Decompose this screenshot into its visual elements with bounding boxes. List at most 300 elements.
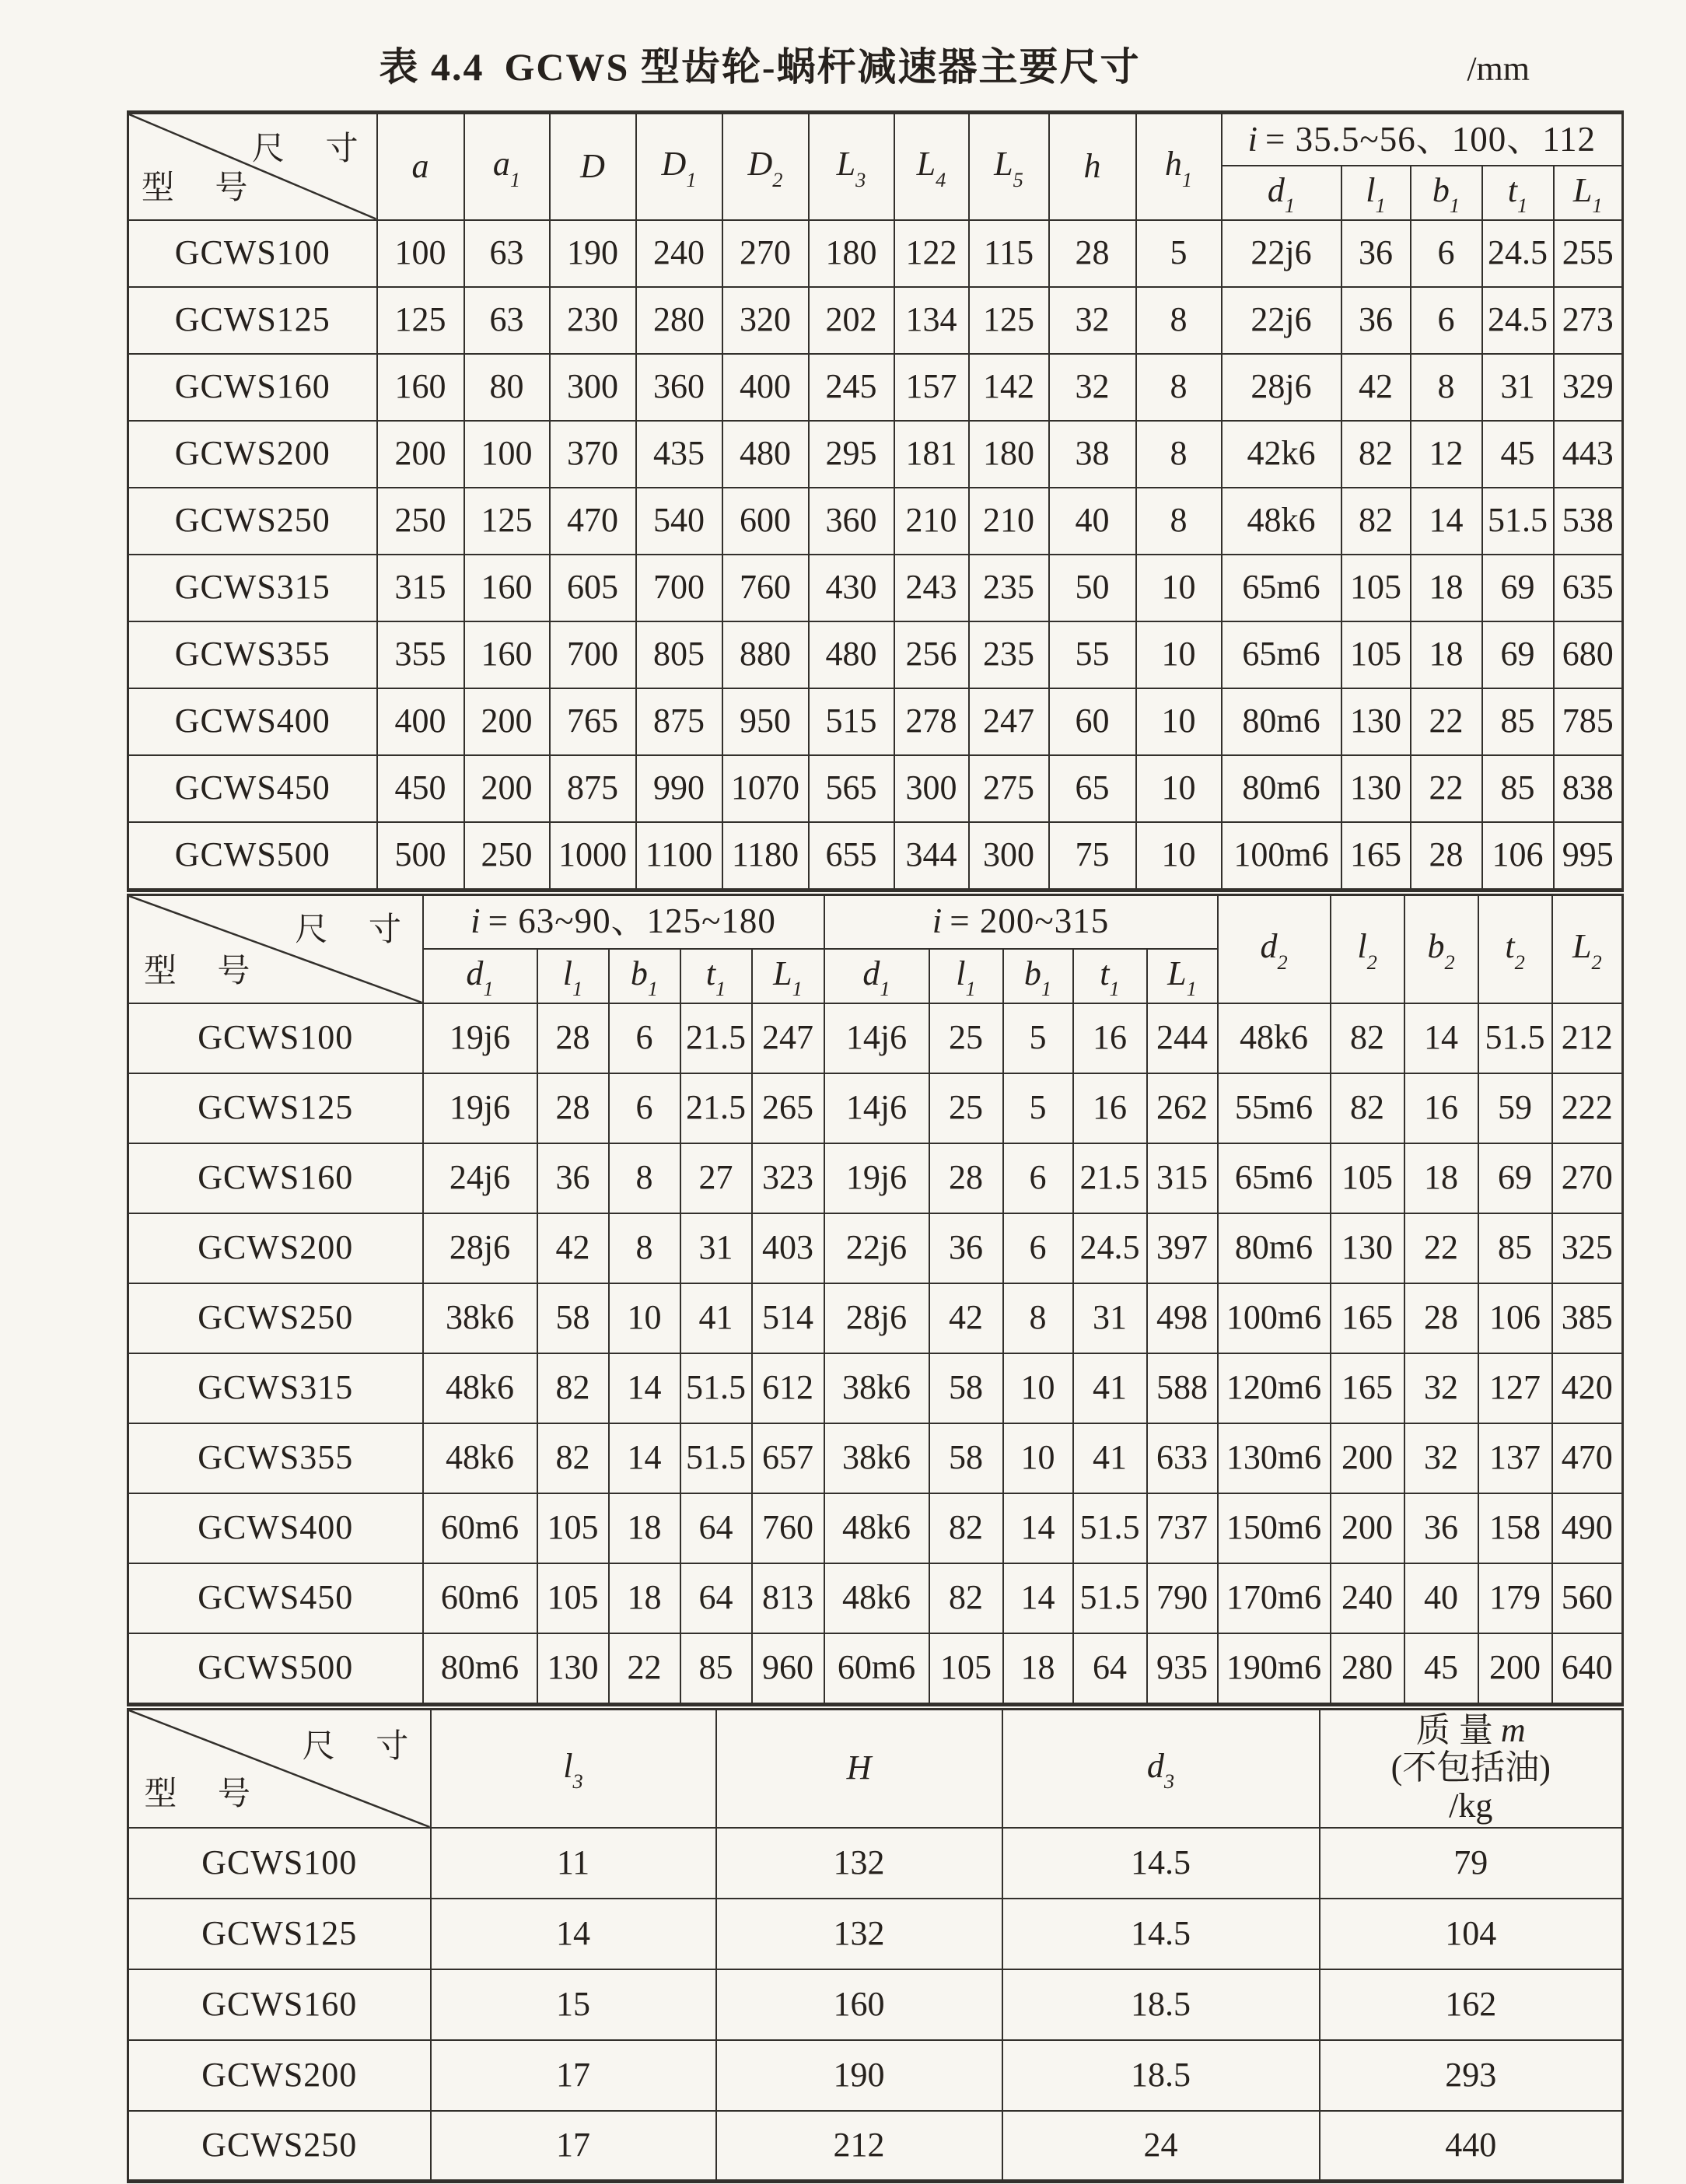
value-cell: 134 xyxy=(894,287,969,354)
column-header: $t_2$ xyxy=(1478,893,1552,1003)
sub-column-header: $t_1$ xyxy=(1073,949,1147,1003)
value-cell: 10 xyxy=(1136,621,1222,688)
value-cell: 515 xyxy=(809,688,894,755)
value-cell: 18 xyxy=(609,1493,680,1563)
value-cell: 470 xyxy=(1552,1423,1623,1493)
dimension-label: 尺 寸 xyxy=(295,912,404,949)
value-cell: 21.5 xyxy=(680,1003,752,1073)
value-cell: 85 xyxy=(1482,688,1554,755)
value-cell: 300 xyxy=(894,755,969,822)
value-cell: 200 xyxy=(464,755,550,822)
value-cell: 838 xyxy=(1554,755,1623,822)
table-row xyxy=(128,1423,1623,1493)
value-cell: 657 xyxy=(752,1423,824,1493)
value-cell: 45 xyxy=(1482,421,1554,488)
value-cell: 210 xyxy=(894,488,969,555)
value-cell: 150m6 xyxy=(1218,1493,1331,1563)
value-cell: 11 xyxy=(431,1828,716,1899)
value-cell: 28 xyxy=(1049,220,1136,287)
value-cell: 270 xyxy=(1552,1143,1623,1213)
value-cell: 65m6 xyxy=(1222,555,1341,621)
value-cell: 355 xyxy=(377,621,464,688)
value-cell: 212 xyxy=(1552,1003,1623,1073)
value-cell: 315 xyxy=(377,555,464,621)
value-cell: 21.5 xyxy=(680,1073,752,1143)
column-header: $l_2$ xyxy=(1331,893,1404,1003)
value-cell: 69 xyxy=(1482,555,1554,621)
value-cell: 5 xyxy=(1003,1073,1073,1143)
model-cell: GCWS160 xyxy=(128,1969,431,2040)
value-cell: 8 xyxy=(1136,421,1222,488)
value-cell: 565 xyxy=(809,755,894,822)
table-row xyxy=(128,755,1623,822)
value-cell: 403 xyxy=(752,1213,824,1283)
model-cell: GCWS315 xyxy=(128,1353,423,1423)
table-row xyxy=(128,1353,1623,1423)
value-cell: 60m6 xyxy=(423,1563,537,1633)
value-cell: 38k6 xyxy=(824,1423,929,1493)
value-cell: 63 xyxy=(464,220,550,287)
value-cell: 105 xyxy=(1331,1143,1404,1213)
dimension-label: 尺 寸 xyxy=(251,131,362,167)
value-cell: 79 xyxy=(1320,1828,1623,1899)
model-cell: GCWS315 xyxy=(128,555,377,621)
table-row xyxy=(128,220,1623,287)
table-row xyxy=(128,1899,1623,1969)
value-cell: 498 xyxy=(1147,1283,1218,1353)
value-cell: 28 xyxy=(1404,1283,1478,1353)
value-cell: 28 xyxy=(929,1143,1003,1213)
table-row xyxy=(128,488,1623,555)
value-cell: 25 xyxy=(929,1003,1003,1073)
value-cell: 14.5 xyxy=(1002,1899,1320,1969)
table-row xyxy=(128,1003,1623,1073)
value-cell: 48k6 xyxy=(824,1563,929,1633)
value-cell: 995 xyxy=(1554,822,1623,889)
column-header: a xyxy=(377,113,464,220)
value-cell: 435 xyxy=(636,421,722,488)
value-cell: 265 xyxy=(752,1073,824,1143)
value-cell: 75 xyxy=(1049,822,1136,889)
table-number: 表 4.4 xyxy=(379,45,484,89)
value-cell: 36 xyxy=(929,1213,1003,1283)
value-cell: 245 xyxy=(809,354,894,421)
value-cell: 250 xyxy=(464,822,550,889)
table-caption-row xyxy=(127,0,1621,110)
value-cell: 588 xyxy=(1147,1353,1218,1423)
value-cell: 106 xyxy=(1478,1283,1552,1353)
value-cell: 165 xyxy=(1331,1353,1404,1423)
value-cell: 235 xyxy=(969,621,1049,688)
value-cell: 250 xyxy=(377,488,464,555)
value-cell: 36 xyxy=(1404,1493,1478,1563)
value-cell: 635 xyxy=(1554,555,1623,621)
value-cell: 80m6 xyxy=(423,1633,537,1703)
value-cell: 18.5 xyxy=(1002,1969,1320,2040)
value-cell: 65 xyxy=(1049,755,1136,822)
value-cell: 51.5 xyxy=(680,1423,752,1493)
value-cell: 17 xyxy=(431,2111,716,2182)
value-cell: 22j6 xyxy=(1222,220,1341,287)
value-cell: 8 xyxy=(1411,354,1482,421)
value-cell: 55 xyxy=(1049,621,1136,688)
value-cell: 38k6 xyxy=(824,1353,929,1423)
column-header: $D_1$ xyxy=(636,113,722,220)
value-cell: 262 xyxy=(1147,1073,1218,1143)
sub-column-header: $t_1$ xyxy=(1482,166,1554,220)
column-header: $D_2$ xyxy=(722,113,809,220)
value-cell: 470 xyxy=(550,488,636,555)
value-cell: 160 xyxy=(464,621,550,688)
value-cell: 28 xyxy=(537,1073,609,1143)
value-cell: 14 xyxy=(1003,1493,1073,1563)
value-cell: 14 xyxy=(431,1899,716,1969)
value-cell: 235 xyxy=(969,555,1049,621)
value-cell: 270 xyxy=(722,220,809,287)
value-cell: 737 xyxy=(1147,1493,1218,1563)
value-cell: 8 xyxy=(609,1213,680,1283)
value-cell: 60 xyxy=(1049,688,1136,755)
column-header: D xyxy=(550,113,636,220)
value-cell: 132 xyxy=(716,1899,1002,1969)
sub-column-header: $L_1$ xyxy=(1147,949,1218,1003)
value-cell: 256 xyxy=(894,621,969,688)
value-cell: 32 xyxy=(1049,354,1136,421)
value-cell: 24.5 xyxy=(1482,287,1554,354)
value-cell: 157 xyxy=(894,354,969,421)
value-cell: 100m6 xyxy=(1218,1283,1331,1353)
table-row xyxy=(128,1493,1623,1563)
value-cell: 28j6 xyxy=(824,1283,929,1353)
table-row xyxy=(128,1143,1623,1213)
value-cell: 41 xyxy=(1073,1353,1147,1423)
value-cell: 51.5 xyxy=(680,1353,752,1423)
value-cell: 24.5 xyxy=(1073,1213,1147,1283)
value-cell: 700 xyxy=(550,621,636,688)
table-row xyxy=(128,1563,1623,1633)
value-cell: 10 xyxy=(1003,1353,1073,1423)
model-cell: GCWS250 xyxy=(128,488,377,555)
mass-label: 质 量 xyxy=(1415,1710,1493,1749)
value-cell: 14j6 xyxy=(824,1003,929,1073)
value-cell: 45 xyxy=(1404,1633,1478,1703)
table-row xyxy=(128,1969,1623,2040)
value-cell: 59 xyxy=(1478,1073,1552,1143)
value-cell: 200 xyxy=(464,688,550,755)
value-cell: 6 xyxy=(1411,220,1482,287)
model-cell: GCWS100 xyxy=(128,1003,423,1073)
value-cell: 82 xyxy=(929,1493,1003,1563)
value-cell: 42 xyxy=(537,1213,609,1283)
value-cell: 31 xyxy=(680,1213,752,1283)
value-cell: 24 xyxy=(1002,2111,1320,2182)
diagonal-header-cell xyxy=(128,893,423,1003)
value-cell: 82 xyxy=(1341,488,1411,555)
value-cell: 655 xyxy=(809,822,894,889)
value-cell: 28 xyxy=(1411,822,1482,889)
table-row xyxy=(128,1213,1623,1283)
value-cell: 125 xyxy=(969,287,1049,354)
value-cell: 115 xyxy=(969,220,1049,287)
value-cell: 805 xyxy=(636,621,722,688)
value-cell: 230 xyxy=(550,287,636,354)
sub-column-header: $d_1$ xyxy=(824,949,929,1003)
value-cell: 82 xyxy=(929,1563,1003,1633)
value-cell: 105 xyxy=(537,1563,609,1633)
model-cell: GCWS200 xyxy=(128,2040,431,2111)
value-cell: 80m6 xyxy=(1222,688,1341,755)
value-cell: 24j6 xyxy=(423,1143,537,1213)
value-cell: 397 xyxy=(1147,1213,1218,1283)
mass-variable: m xyxy=(1500,1710,1526,1749)
value-cell: 273 xyxy=(1554,287,1623,354)
table-row xyxy=(128,421,1623,488)
value-cell: 22 xyxy=(1404,1213,1478,1283)
value-cell: 28 xyxy=(537,1003,609,1073)
value-cell: 275 xyxy=(969,755,1049,822)
value-cell: 63 xyxy=(464,287,550,354)
value-cell: 560 xyxy=(1552,1563,1623,1633)
value-cell: 240 xyxy=(1331,1563,1404,1633)
value-cell: 212 xyxy=(716,2111,1002,2182)
value-cell: 200 xyxy=(1478,1633,1552,1703)
value-cell: 6 xyxy=(609,1073,680,1143)
value-cell: 64 xyxy=(1073,1633,1147,1703)
value-cell: 10 xyxy=(1136,755,1222,822)
value-cell: 760 xyxy=(752,1493,824,1563)
value-cell: 64 xyxy=(680,1563,752,1633)
value-cell: 22j6 xyxy=(824,1213,929,1283)
table-row xyxy=(128,354,1623,421)
value-cell: 875 xyxy=(550,755,636,822)
value-cell: 700 xyxy=(636,555,722,621)
column-header: $L_4$ xyxy=(894,113,969,220)
value-cell: 200 xyxy=(377,421,464,488)
value-cell: 80m6 xyxy=(1222,755,1341,822)
value-cell: 300 xyxy=(550,354,636,421)
value-cell: 40 xyxy=(1404,1563,1478,1633)
value-cell: 6 xyxy=(1411,287,1482,354)
dimension-table-2 xyxy=(127,890,1624,1704)
ratio-range: = 63~90、125~180 xyxy=(488,901,776,941)
value-cell: 278 xyxy=(894,688,969,755)
value-cell: 293 xyxy=(1320,2040,1623,2111)
value-cell: 605 xyxy=(550,555,636,621)
value-cell: 122 xyxy=(894,220,969,287)
value-cell: 200 xyxy=(1331,1423,1404,1493)
value-cell: 14 xyxy=(609,1423,680,1493)
value-cell: 875 xyxy=(636,688,722,755)
value-cell: 32 xyxy=(1404,1423,1478,1493)
sub-column-header: $d_1$ xyxy=(1222,166,1341,220)
value-cell: 6 xyxy=(1003,1143,1073,1213)
value-cell: 14 xyxy=(1411,488,1482,555)
value-cell: 64 xyxy=(680,1493,752,1563)
column-header: $d_3$ xyxy=(1002,1707,1320,1828)
sub-column-header: $L_1$ xyxy=(1554,166,1623,220)
value-cell: 14 xyxy=(609,1353,680,1423)
value-cell: 50 xyxy=(1049,555,1136,621)
value-cell: 247 xyxy=(752,1003,824,1073)
value-cell: 82 xyxy=(1341,421,1411,488)
value-cell: 1000 xyxy=(550,822,636,889)
column-header: $L_3$ xyxy=(809,113,894,220)
value-cell: 181 xyxy=(894,421,969,488)
table-title-text: GCWS 型齿轮-蜗杆减速器主要尺寸 xyxy=(504,45,1141,89)
ratio-range: = 35.5~56、100、112 xyxy=(1264,119,1597,159)
column-header: $l_3$ xyxy=(431,1707,716,1828)
value-cell: 42k6 xyxy=(1222,421,1341,488)
value-cell: 1180 xyxy=(722,822,809,889)
value-cell: 130m6 xyxy=(1218,1423,1331,1493)
value-cell: 60m6 xyxy=(824,1633,929,1703)
ratio-group-header xyxy=(824,893,1218,949)
value-cell: 5 xyxy=(1003,1003,1073,1073)
value-cell: 58 xyxy=(929,1423,1003,1493)
value-cell: 51.5 xyxy=(1073,1493,1147,1563)
value-cell: 323 xyxy=(752,1143,824,1213)
value-cell: 31 xyxy=(1073,1283,1147,1353)
model-cell: GCWS125 xyxy=(128,287,377,354)
value-cell: 40 xyxy=(1049,488,1136,555)
value-cell: 160 xyxy=(716,1969,1002,2040)
value-cell: 370 xyxy=(550,421,636,488)
model-cell: GCWS160 xyxy=(128,1143,423,1213)
model-cell: GCWS160 xyxy=(128,354,377,421)
value-cell: 600 xyxy=(722,488,809,555)
value-cell: 612 xyxy=(752,1353,824,1423)
value-cell: 160 xyxy=(464,555,550,621)
model-cell: GCWS100 xyxy=(128,1828,431,1899)
table-row xyxy=(128,287,1623,354)
value-cell: 130 xyxy=(1341,688,1411,755)
value-cell: 14 xyxy=(1003,1563,1073,1633)
sub-column-header: $L_1$ xyxy=(752,949,824,1003)
value-cell: 680 xyxy=(1554,621,1623,688)
value-cell: 130 xyxy=(1341,755,1411,822)
value-cell: 243 xyxy=(894,555,969,621)
value-cell: 17 xyxy=(431,2040,716,2111)
value-cell: 38 xyxy=(1049,421,1136,488)
value-cell: 105 xyxy=(537,1493,609,1563)
model-cell: GCWS125 xyxy=(128,1899,431,1969)
mass-column-header xyxy=(1320,1707,1623,1828)
value-cell: 80 xyxy=(464,354,550,421)
value-cell: 240 xyxy=(636,220,722,287)
value-cell: 18 xyxy=(1411,555,1482,621)
diagonal-header-cell xyxy=(128,1707,431,1828)
value-cell: 32 xyxy=(1404,1353,1478,1423)
value-cell: 440 xyxy=(1320,2111,1623,2182)
model-cell: GCWS355 xyxy=(128,621,377,688)
value-cell: 180 xyxy=(809,220,894,287)
value-cell: 38k6 xyxy=(423,1283,537,1353)
value-cell: 202 xyxy=(809,287,894,354)
sub-column-header: $b_1$ xyxy=(609,949,680,1003)
value-cell: 14 xyxy=(1404,1003,1478,1073)
unit-label: /mm xyxy=(1467,50,1530,88)
value-cell: 10 xyxy=(1136,555,1222,621)
value-cell: 210 xyxy=(969,488,1049,555)
value-cell: 633 xyxy=(1147,1423,1218,1493)
value-cell: 8 xyxy=(1136,354,1222,421)
value-cell: 18 xyxy=(609,1563,680,1633)
value-cell: 880 xyxy=(722,621,809,688)
value-cell: 960 xyxy=(752,1633,824,1703)
value-cell: 51.5 xyxy=(1073,1563,1147,1633)
column-header: H xyxy=(716,1707,1002,1828)
value-cell: 85 xyxy=(1482,755,1554,822)
model-cell: GCWS500 xyxy=(128,822,377,889)
value-cell: 360 xyxy=(636,354,722,421)
value-cell: 120m6 xyxy=(1218,1353,1331,1423)
table-row xyxy=(128,555,1623,621)
value-cell: 137 xyxy=(1478,1423,1552,1493)
value-cell: 130 xyxy=(1331,1213,1404,1283)
value-cell: 785 xyxy=(1554,688,1623,755)
value-cell: 420 xyxy=(1552,1353,1623,1423)
model-cell: GCWS355 xyxy=(128,1423,423,1493)
value-cell: 85 xyxy=(1478,1213,1552,1283)
value-cell: 450 xyxy=(377,755,464,822)
value-cell: 127 xyxy=(1478,1353,1552,1423)
model-cell: GCWS125 xyxy=(128,1073,423,1143)
column-header: $b_2$ xyxy=(1404,893,1478,1003)
sub-column-header: $l_1$ xyxy=(537,949,609,1003)
page-title xyxy=(380,36,1141,92)
value-cell: 82 xyxy=(537,1353,609,1423)
value-cell: 514 xyxy=(752,1283,824,1353)
value-cell: 21.5 xyxy=(1073,1143,1147,1213)
value-cell: 190 xyxy=(550,220,636,287)
value-cell: 100 xyxy=(377,220,464,287)
value-cell: 22 xyxy=(1411,755,1482,822)
dimension-table-3 xyxy=(127,1704,1624,2184)
value-cell: 41 xyxy=(1073,1423,1147,1493)
value-cell: 51.5 xyxy=(1478,1003,1552,1073)
value-cell: 255 xyxy=(1554,220,1623,287)
sub-column-header: $l_1$ xyxy=(929,949,1003,1003)
value-cell: 162 xyxy=(1320,1969,1623,2040)
value-cell: 490 xyxy=(1552,1493,1623,1563)
value-cell: 10 xyxy=(1136,822,1222,889)
table-row xyxy=(128,2040,1623,2111)
value-cell: 22 xyxy=(1411,688,1482,755)
value-cell: 48k6 xyxy=(1218,1003,1331,1073)
value-cell: 190m6 xyxy=(1218,1633,1331,1703)
value-cell: 18.5 xyxy=(1002,2040,1320,2111)
value-cell: 1100 xyxy=(636,822,722,889)
dimension-table-1 xyxy=(127,110,1624,890)
value-cell: 32 xyxy=(1049,287,1136,354)
table-row xyxy=(128,1073,1623,1143)
value-cell: 10 xyxy=(1136,688,1222,755)
value-cell: 100 xyxy=(464,421,550,488)
value-cell: 132 xyxy=(716,1828,1002,1899)
value-cell: 280 xyxy=(636,287,722,354)
value-cell: 16 xyxy=(1073,1073,1147,1143)
value-cell: 329 xyxy=(1554,354,1623,421)
value-cell: 60m6 xyxy=(423,1493,537,1563)
ratio-range: = 200~315 xyxy=(950,901,1110,941)
value-cell: 165 xyxy=(1341,822,1411,889)
sub-column-header: $l_1$ xyxy=(1341,166,1411,220)
value-cell: 22 xyxy=(609,1633,680,1703)
table-content-area xyxy=(127,0,1621,2183)
value-cell: 640 xyxy=(1552,1633,1623,1703)
column-header: $d_2$ xyxy=(1218,893,1331,1003)
value-cell: 165 xyxy=(1331,1283,1404,1353)
